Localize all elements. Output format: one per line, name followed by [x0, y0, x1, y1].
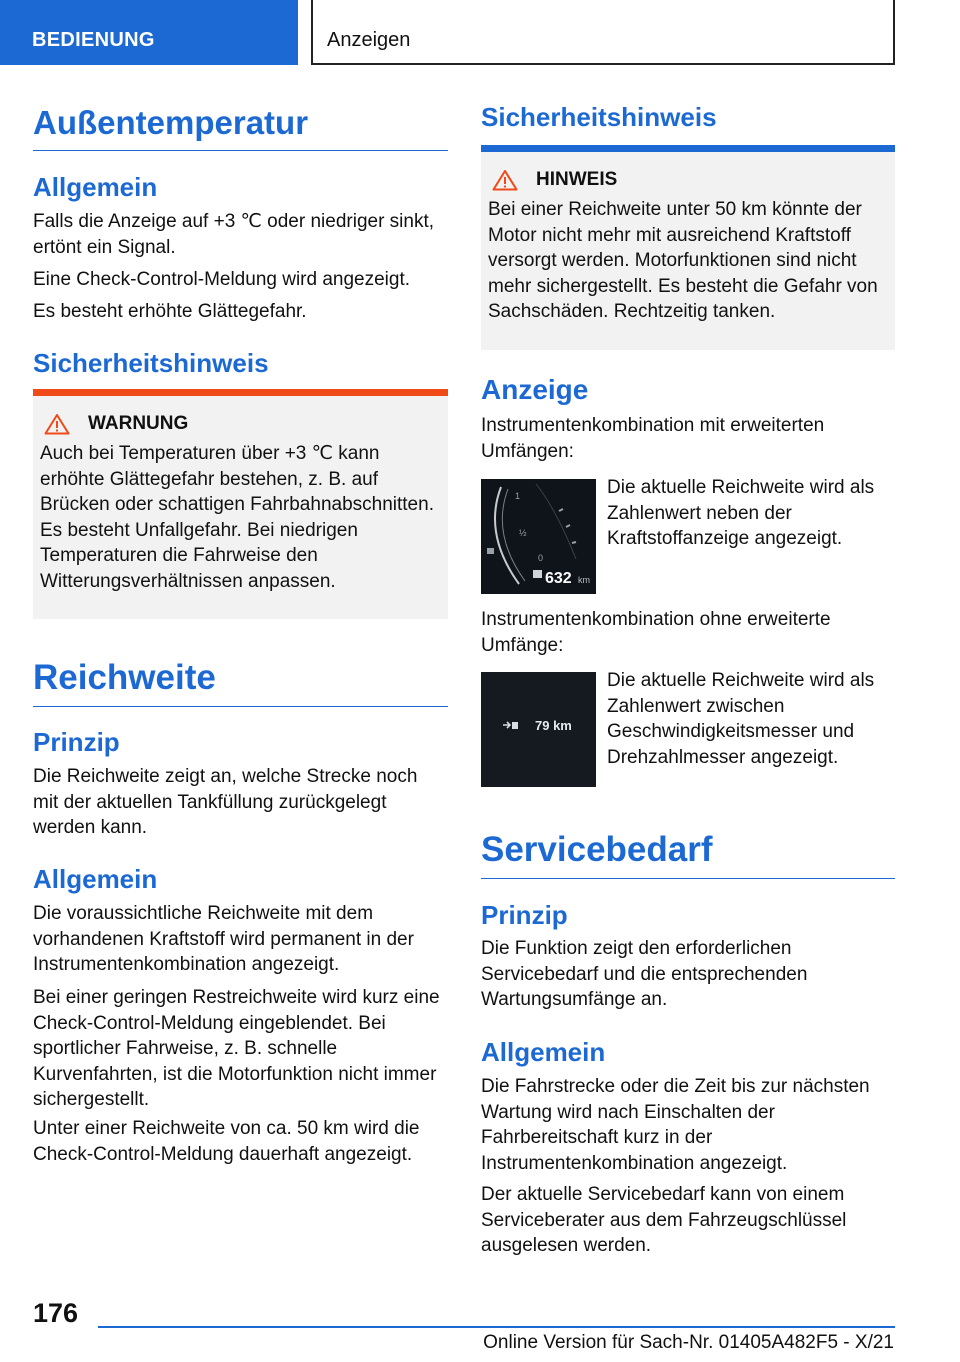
paragraph: Falls die Anzeige auf +3 ℃ oder niedriger sinkt, ertönt ein Signal.: [33, 211, 435, 258]
warning-bar: [33, 389, 448, 396]
figure-caption: Die aktuelle Reichweite wird als Zahlenwert zwischen Geschwindigkeitsmesser und Drehzahlmesser angezeigt.: [607, 670, 875, 768]
paragraph: Die Funktion zeigt den erforderlichen Servicebedarf und die entsprechenden Wartungsumfänge an.: [481, 938, 808, 1010]
range-unit: km: [578, 575, 590, 585]
paragraph: Die Fahrstrecke oder die Zeit bis zur nächsten Wartung wird nach Einschalten der Fahrbereitschaft kurz in der Instrumentenkombination angezeigt.: [481, 1076, 870, 1174]
paragraph: Instrumentenkombination mit erweiterten Umfängen:: [481, 415, 825, 462]
chapter-title: Anzeigen: [311, 0, 895, 65]
warning-header: [40, 413, 440, 435]
heading-display: Anzeige: [481, 374, 589, 405]
paragraph: Die voraussichtliche Reichweite mit dem vorhandenen Kraftstoff wird permanent in der Instrumentenkombination angezeigt.: [33, 903, 414, 975]
notice-triangle-icon: [492, 169, 518, 191]
paragraph: Die Reichweite zeigt an, welche Strecke noch mit der aktuellen Tankfüllung zurückgelegt werden kann.: [33, 766, 418, 838]
paragraph: Eine Check-Control-Meldung wird angezeigt.: [33, 269, 411, 290]
warning-label: WARNUNG: [88, 413, 189, 434]
heading-principle: Prinzip: [481, 900, 568, 930]
warning-text: Auch bei Temperaturen über +3 ℃ kann erhöhte Glättegefahr bestehen, z. B. auf Brücken oder schattigen Fahrbahnabschnitten. Es besteht Unfallgefahr. Bei niedrigen Temperaturen die Fahrweise den Witterungsverhältnissen anpassen.: [40, 443, 434, 592]
fuel-gauge-graphic: [481, 479, 596, 594]
heading-general: Allgemein: [481, 1037, 606, 1067]
range-readout-graphic: [481, 672, 596, 787]
gauge-label-empty: 0: [538, 553, 544, 563]
section-title-outside-temp: Außentemperatur: [33, 104, 448, 151]
paragraph: Bei einer geringen Restreichweite wird kurz eine Check-Control-Meldung eingeblendet. Bei sportlicher Fahrweise, z. B. schnelle Kurvenfahrten, ist die Motorfunktion nicht immer sichergestellt.: [33, 987, 440, 1110]
footer-rule: [98, 1326, 895, 1328]
paragraph: Es besteht erhöhte Glättegefahr.: [33, 301, 307, 322]
instrument-cluster-image-basic: [481, 672, 596, 787]
gauge-label-full: 1: [515, 491, 521, 501]
heading-safety: Sicherheitshinweis: [33, 348, 269, 378]
figure-caption: Die aktuelle Reichweite wird als Zahlenwert neben der Kraftstoffanzeige angezeigt.: [607, 477, 875, 549]
range-value: 632: [545, 570, 572, 587]
notice-text: Bei einer Reichweite unter 50 km könnte der Motor nicht mehr mit ausreichend Kraftstoff versorgt werden. Motorfunktionen sind nicht mehr sichergestellt. Es besteht die Gefahr von Sachschäden. Rechtzeitig tanken.: [488, 199, 878, 322]
instrument-cluster-image-extended: [481, 479, 596, 594]
heading-general: Allgemein: [33, 864, 158, 894]
notice-header: [488, 169, 887, 191]
warning-triangle-icon: [44, 413, 70, 435]
paragraph: Instrumentenkombination ohne erweiterte Umfänge:: [481, 609, 831, 656]
section-tab: BEDIENUNG: [0, 0, 298, 65]
range-value: 79 km: [535, 718, 572, 733]
heading-safety: Sicherheitshinweis: [481, 102, 717, 132]
page-number: 176: [33, 1298, 79, 1328]
notice-label: HINWEIS: [536, 169, 618, 190]
fuel-pump-icon: [512, 722, 518, 729]
paragraph: Der aktuelle Servicebedarf kann von einem Serviceberater aus dem Fahrzeugschlüssel ausgelesen werden.: [481, 1184, 847, 1256]
footer-online-version: Online Version für Sach-Nr. 01405A482F5 - X/21: [483, 1332, 894, 1353]
fuel-pump-icon: [533, 570, 542, 578]
section-title-range: Reichweite: [33, 658, 448, 707]
heading-principle: Prinzip: [33, 727, 120, 757]
notice-box: [481, 145, 895, 350]
gauge-label-half: ½: [519, 528, 527, 538]
warning-box: [33, 389, 448, 619]
section-title-service: Servicebedarf: [481, 830, 895, 879]
paragraph: Unter einer Reichweite von ca. 50 km wird die Check-Control-Meldung dauerhaft angezeigt.: [33, 1118, 420, 1165]
heading-general: Allgemein: [33, 172, 158, 202]
notice-bar: [481, 145, 895, 152]
